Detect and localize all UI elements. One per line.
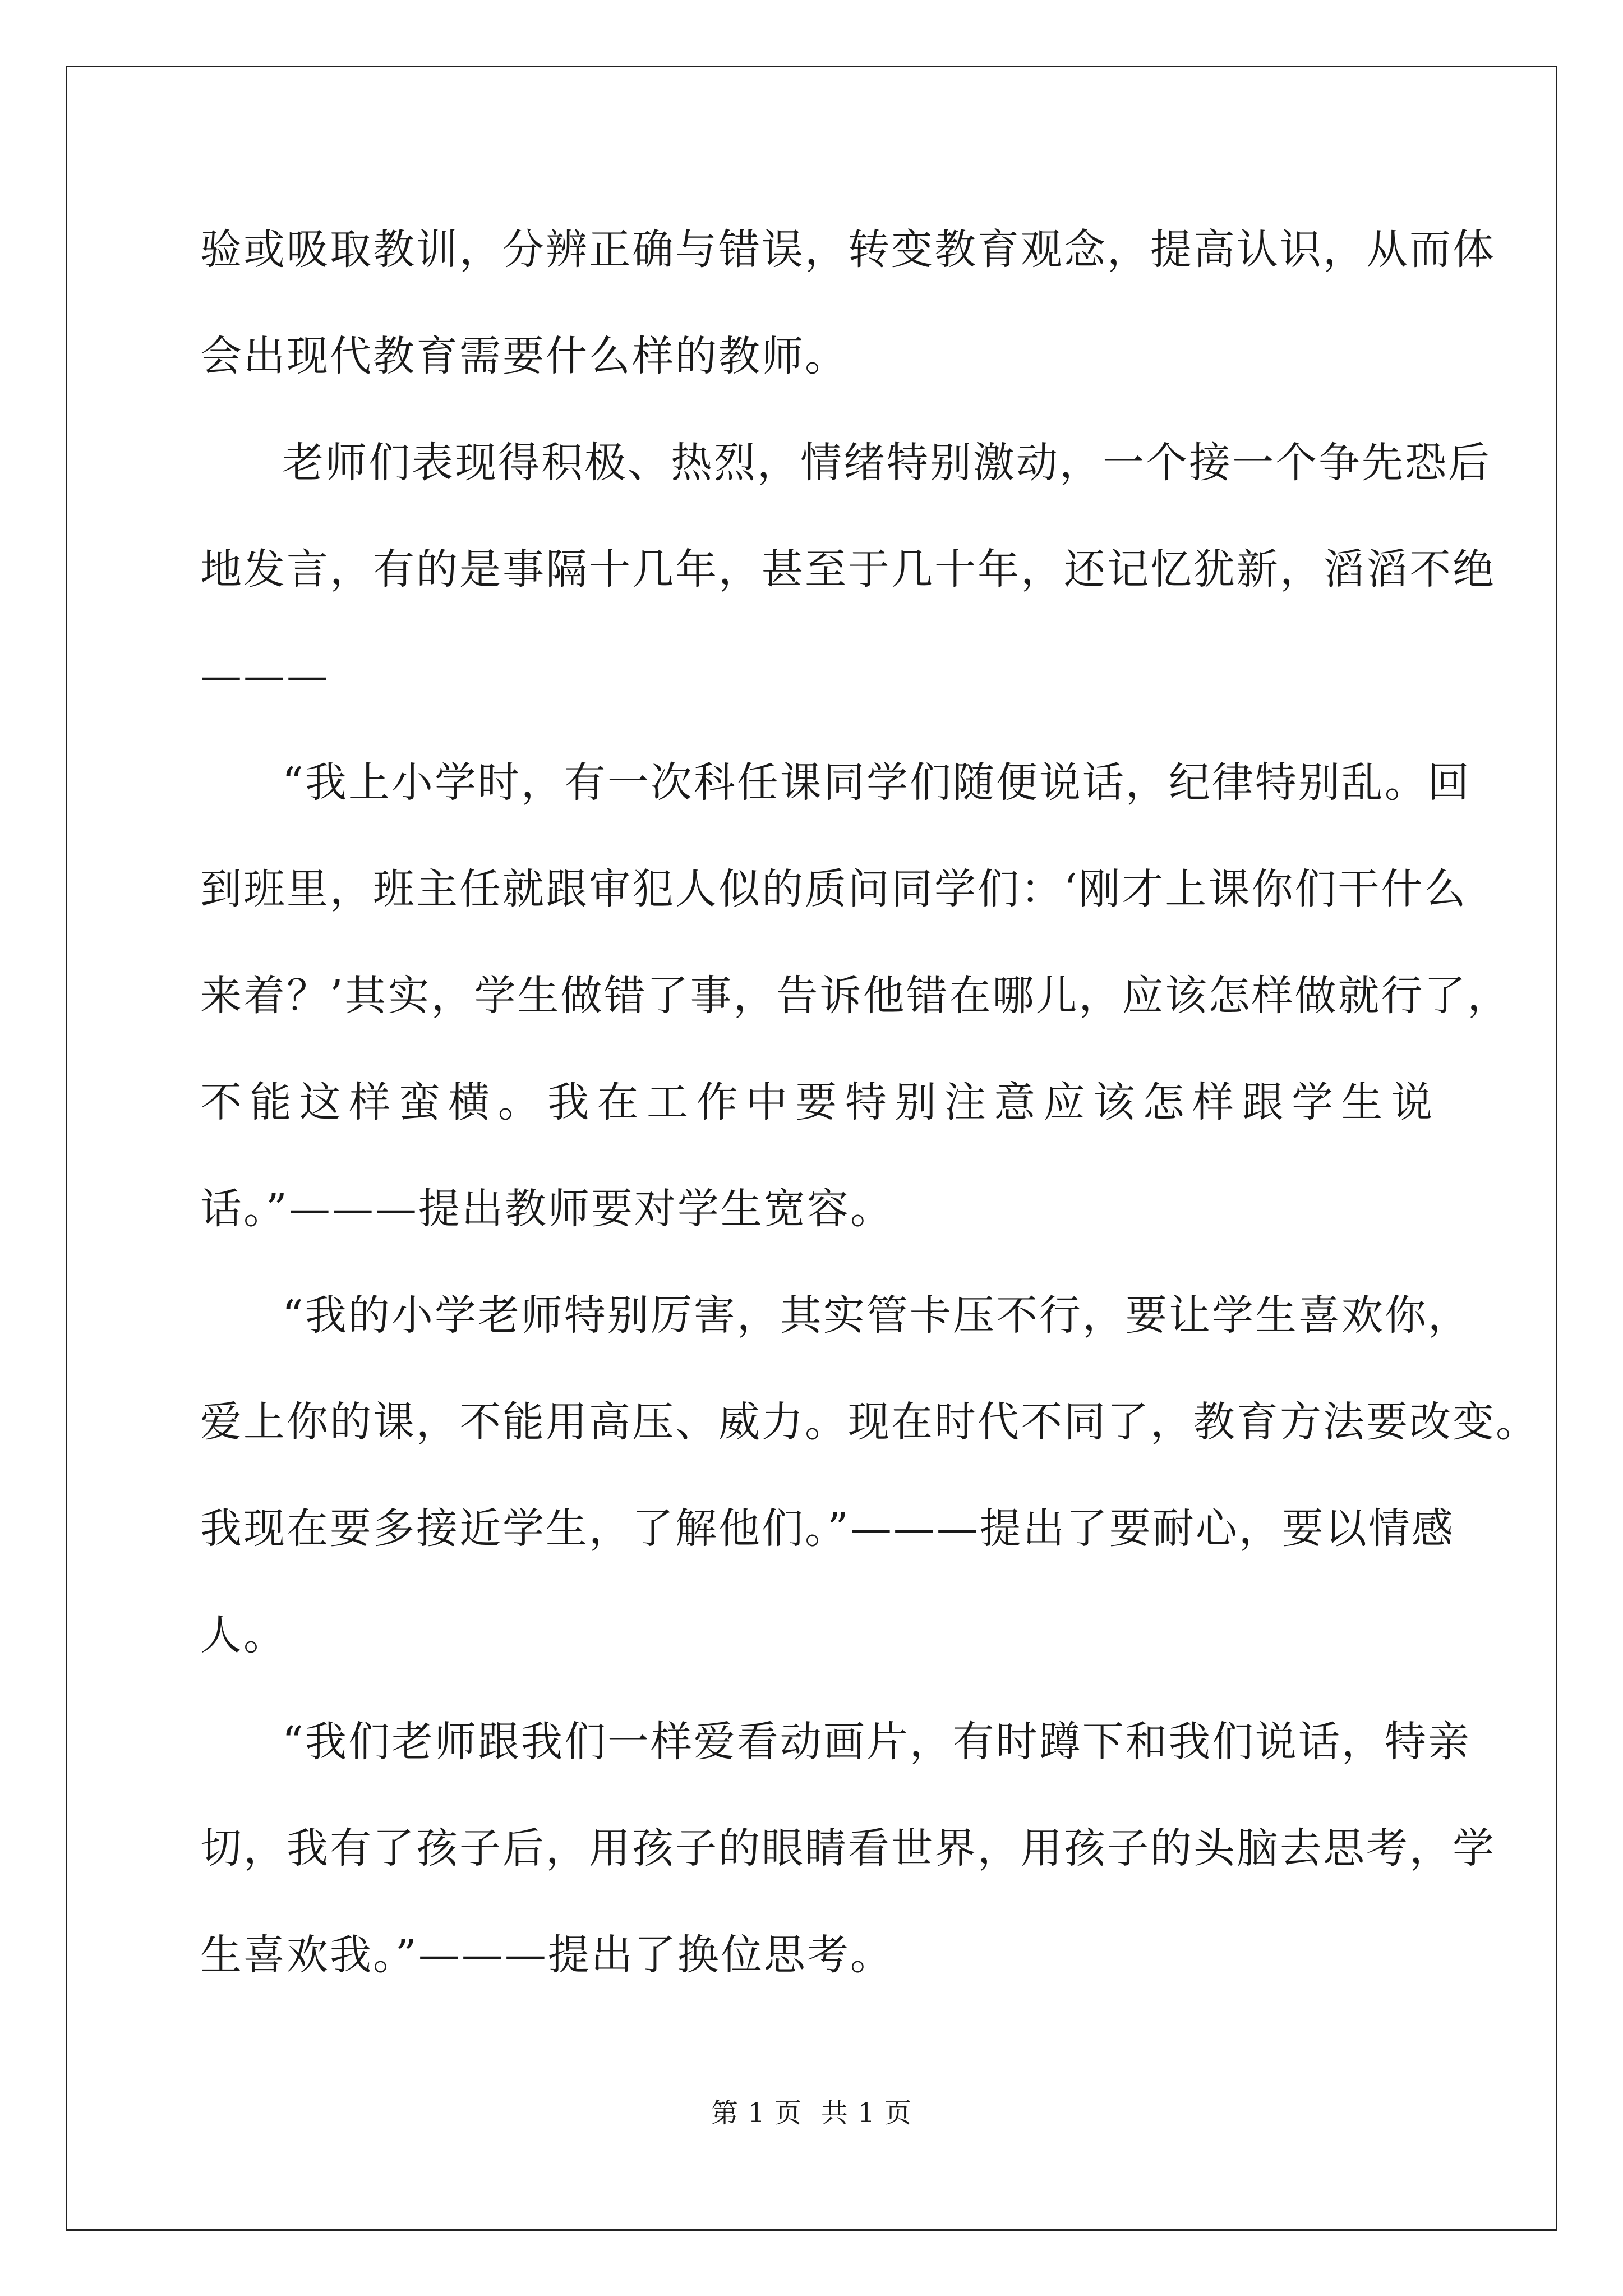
page-number: 第 1 页 xyxy=(711,2097,802,2129)
text-line: “我的小学老师特别厉害，其实管卡压不行，要让学生喜欢你， xyxy=(282,1291,1471,1340)
text-line: 会出现代教育需要什么样的教师。 xyxy=(200,332,848,380)
page-total: 共 1 页 xyxy=(821,2097,912,2129)
document-body xyxy=(200,215,1539,2027)
text-line: 到班里，班主任就跟审犯人似的质问同学们：‘刚才上课你们干什么 xyxy=(200,865,1468,913)
text-line: “我上小学时，有一次科任课同学们随便说话，纪律特别乱。回 xyxy=(282,758,1471,807)
text-line: 老师们表现得积极、热烈，情绪特别激动，一个接一个争先恐后 xyxy=(282,439,1491,487)
text-line: 来着？’其实，学生做错了事，告诉他错在哪儿，应该怎样做就行了， xyxy=(200,972,1511,1020)
text-line: 验或吸取教训，分辨正确与错误，转变教育观念，提高认识，从而体 xyxy=(200,226,1496,274)
text-line: 爱上你的课，不能用高压、威力。现在时代不同了，教育方法要改变。 xyxy=(200,1398,1539,1446)
text-line: 话。”———提出教师要对学生宽容。 xyxy=(200,1185,893,1233)
text-line: 人。 xyxy=(200,1611,287,1659)
text-line: 切，我有了孩子后，用孩子的眼睛看世界，用孩子的头脑去思考，学 xyxy=(200,1824,1496,1872)
text-line: 地发言，有的是事隔十几年，甚至于几十年，还记忆犹新，滔滔不绝 xyxy=(200,545,1496,593)
text-line: ——— xyxy=(200,652,330,700)
page-footer xyxy=(0,2091,1623,2130)
text-line: 不能这样蛮横。我在工作中要特别注意应该怎样跟学生说 xyxy=(200,1078,1434,1126)
text-line: 我现在要多接近学生，了解他们。”———提出了要耐心，要以情感 xyxy=(200,1504,1455,1553)
text-line: “我们老师跟我们一样爱看动画片，有时蹲下和我们说话，特亲 xyxy=(282,1718,1471,1766)
text-line: 生喜欢我。”———提出了换位思考。 xyxy=(200,1931,893,1979)
